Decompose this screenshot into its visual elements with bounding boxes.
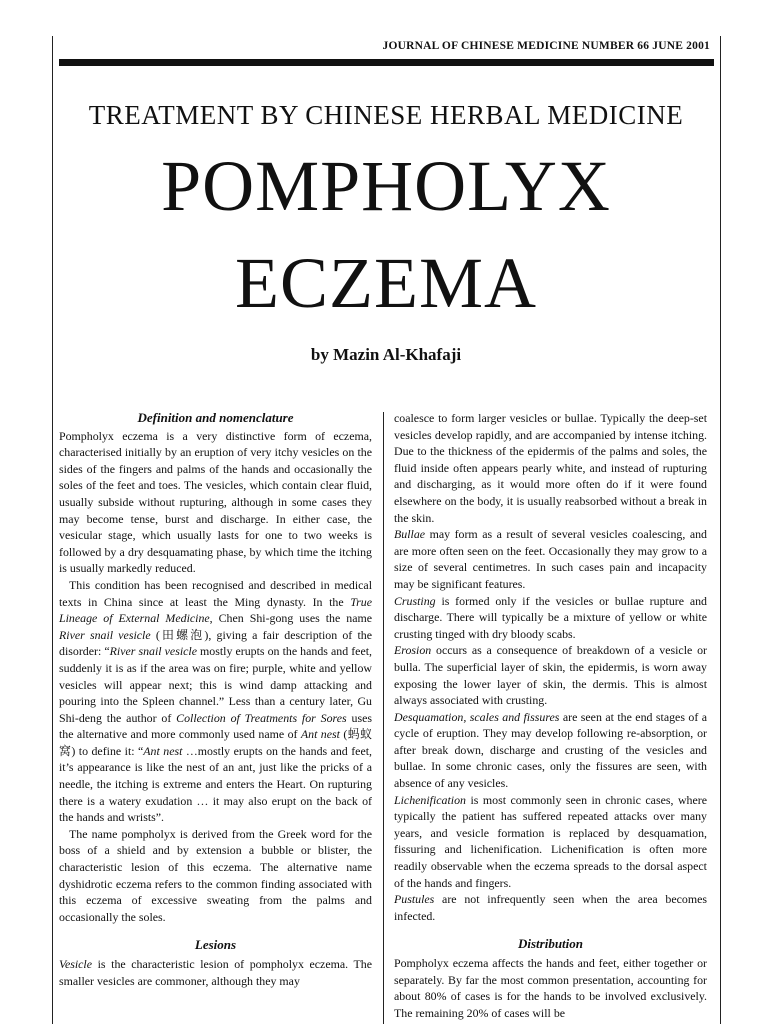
term-name: Ant nest — [300, 727, 340, 742]
article-title-line-1: POMPHOLYX — [161, 146, 611, 226]
paragraph-lichenification: Lichenification is most commonly seen in chronic cases, where typically the patient has suffered repeated attacks over many years, and vesicle formation is replaced by desquamation, fissuring and lichenification. Lichenification is often more readily observable when the eczema spreads to the dorsal aspect of the hands and fingers. — [394, 792, 707, 890]
header-bar — [59, 59, 714, 66]
paragraph-vesicle: Vesicle is the characteristic lesion of pompholyx eczema. The smaller vesicles are commoner, although they may — [59, 957, 372, 988]
book-title: Collection of Treatments for Sores — [176, 710, 347, 725]
page-rule-right — [720, 36, 721, 1024]
paragraph-distribution: Pompholyx eczema affects the hands and feet, either together or separately. By far the most common presentation, accounting for about 80% of cases is for the hands to be involved exclusively. The remaining 20% of cases will be — [394, 956, 707, 1020]
author-byline: by Mazin Al-Khafaji — [310, 345, 462, 364]
paragraph-desquamation: Desquamation, scales and fissures are seen at the end stages of a cycle of eruption. They may develop following re-absorption, or after break down, discharge and crusting of the vesicles and bullae. In some chronic cases, only the fissures are seen, with absence of any vesicles. — [394, 709, 707, 791]
paragraph-etymology: The name pompholyx is derived from the Greek word for the boss of a shield and by extension a bubble or blister, the characteristic lesion of this eczema. The alternative name dyshidrotic eczema refers to the common finding associated with this eczema of excessive sweating from the palms and occasionally the soles. — [59, 826, 372, 924]
term-name: Ant nest — [143, 743, 183, 758]
term-name: Lichenification — [394, 792, 466, 807]
term-name: River snail vesicle — [59, 627, 151, 642]
book-title: True Lineage of External Medicine — [59, 594, 372, 626]
term-name: Erosion — [394, 643, 432, 658]
heading-distribution: Distribution — [517, 936, 584, 952]
running-head: JOURNAL OF CHINESE MEDICINE NUMBER 66 JUNE 2001 — [382, 40, 710, 52]
paragraph-history: This condition has been recognised and described in medical texts in China since at least the Ming dynasty. In the True Lineage of External Medicine, Chen Shi-gong uses the name River snail vesicle (田螺泡), giving a fair description of the disorder: “River snail vesicle mostly erupts on the hands and feet, suddenly it is as if the area was on fire; purple, white and yellow vesicles will appear next; this is wind damp attacking and pouring into the Spleen channel.” Less than a century later, Gu Shi-deng the author of Collection of Treatments for Sores uses the alternative and more commonly used name of Ant nest (蚂蚁窝) to define it: “Ant nest …mostly erupts on the hands and feet, it’s appearance is like the nest of an ant, just like the pricks of a needle, the itching is extreme and enters the Heart. On rupturing there is a watery exudation … it may also erupt on the back of the hands and wrists”. — [59, 577, 372, 825]
paragraph-erosion: Erosion occurs as a consequence of breakdown of a vesicle or bulla. The superficial layer of skin, the epidermis, is worn away exposing the lower layer of skin, the dermis. This is almost always associated with crusting. — [394, 643, 707, 708]
heading-lesions: Lesions — [194, 937, 237, 953]
term-name: Bullae — [394, 527, 426, 542]
left-column — [59, 410, 372, 989]
term-name: River snail vesicle — [109, 644, 197, 659]
column-divider — [383, 412, 384, 1024]
article-title-line-2: ECZEMA — [235, 243, 537, 323]
paragraph-crusting: Crusting is formed only if the vesicles or bullae rupture and discharge. There will typically be a mixture of yellow or white crusting tinged with dry bloody scabs. — [394, 593, 707, 641]
term-name: Desquamation, scales and fissures — [394, 709, 560, 724]
section-kicker: TREATMENT BY CHINESE HERBAL MEDICINE — [88, 100, 684, 130]
term-name: Pustules — [394, 892, 435, 907]
right-column — [394, 410, 707, 1021]
paragraph-definition: Pompholyx eczema is a very distinctive form of eczema, characterised initially by an eruption of very itchy vesicles on the sides of the fingers and palms of the hands and occasionally the soles of the feet and toes. The vesicles, which contain clear fluid, usually subside without rupturing, although in some cases they may become tense, burst and discharge. In either case, the vesicular stage, which usually lasts for one to two weeks is followed by a dry desquamating phase, by which time the itching is usually markedly reduced. — [59, 428, 372, 576]
paragraph-vesicle-cont: coalesce to form larger vesicles or bullae. Typically the deep-set vesicles develop rapidly, and are accompanied by intense itching. Due to the thickness of the epidermis of the palms and soles, the fluid inside often appears pearly white, and instead of rupturing and discharging, as it would more often do if it were found elsewhere on the body, it is usually reabsorbed without a break in the skin. — [394, 411, 707, 525]
term-name: Vesicle — [59, 957, 93, 971]
heading-definition: Definition and nomenclature — [137, 410, 294, 425]
term-name: Crusting — [394, 593, 436, 608]
paragraph-pustules: Pustules are not infrequently seen when the area becomes infected. — [394, 892, 707, 923]
paragraph-bullae: Bullae may form as a result of several vesicles coalescing, and are more often seen on the feet. Occasionally they may grow to a size of several centimetres. In such cases pain and incapacity may be significant features. — [394, 527, 707, 591]
